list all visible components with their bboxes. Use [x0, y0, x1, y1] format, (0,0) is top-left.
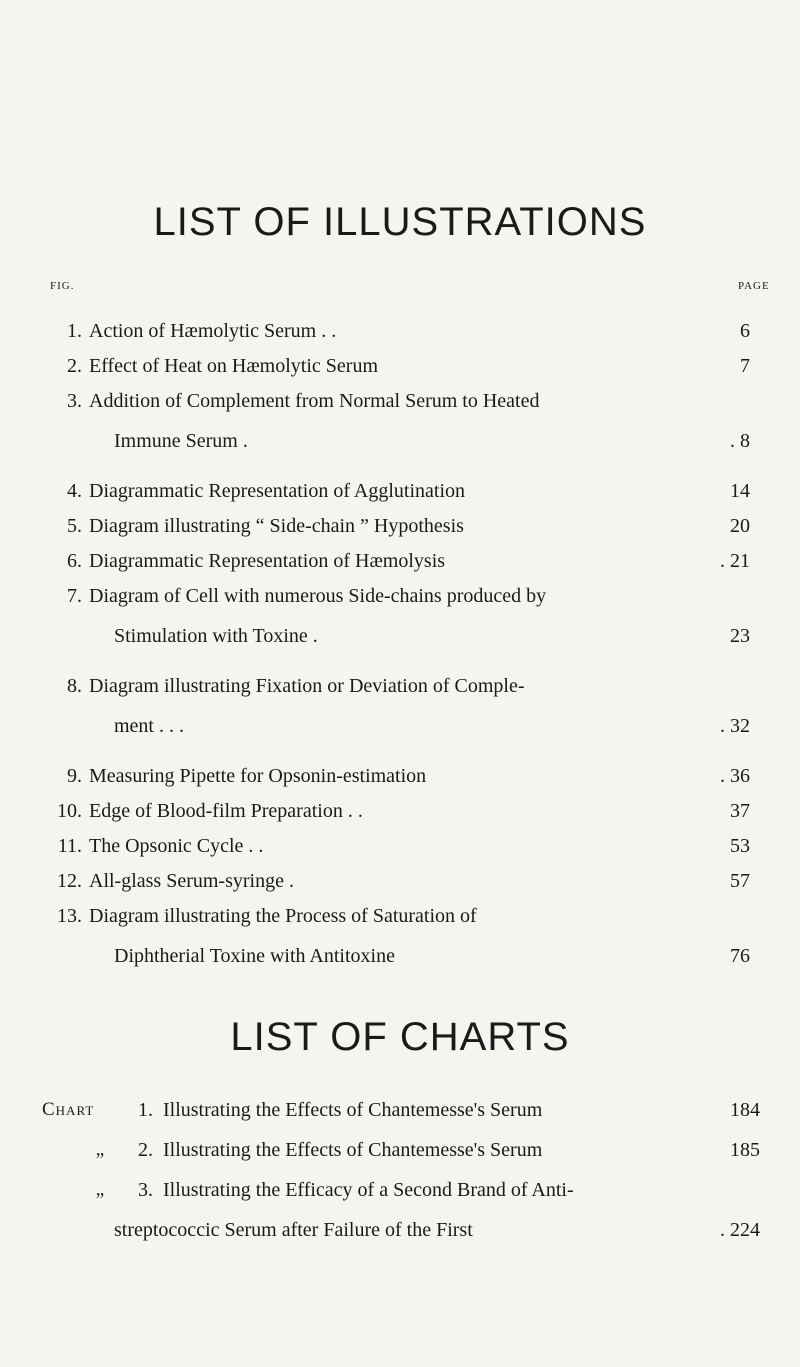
page-number: . 36 [720, 765, 750, 787]
illustration-entry [0, 476, 800, 506]
page-number: . 224 [720, 1219, 760, 1241]
illustrations-heading: LIST OF ILLUSTRATIONS [153, 200, 647, 244]
figure-number: 11. [57, 835, 82, 857]
chart-label: „ [95, 1179, 105, 1200]
chart-title: Illustrating the Efficacy of a Second Brand of Anti- [163, 1179, 574, 1201]
illustration-entry [0, 386, 800, 452]
chart-entry [0, 1095, 800, 1125]
fig-column-header: FIG. [50, 280, 75, 292]
illustration-title: Diagrammatic Representation of Hæmolysis [89, 550, 446, 572]
page-number: 6 [740, 320, 750, 342]
page-number: 7 [740, 355, 750, 377]
figure-number: 5. [67, 515, 82, 537]
illustration-entry [0, 351, 800, 381]
chart-number: 3. [138, 1179, 153, 1201]
page-number: 184 [730, 1099, 760, 1121]
page-number: 20 [730, 515, 750, 537]
illustration-title: Action of Hæmolytic Serum . . [89, 320, 337, 342]
page-column-header: PAGE [738, 280, 770, 292]
page-number: . 21 [720, 550, 750, 572]
illustration-entry [0, 796, 800, 826]
figure-number: 13. [57, 905, 82, 927]
illustration-entry [0, 831, 800, 861]
figure-number: 12. [57, 870, 82, 892]
illustration-title: Diphtherial Toxine with Antitoxine [114, 945, 395, 967]
illustration-entry [0, 761, 800, 791]
illustration-entry [0, 901, 800, 967]
chart-entry [0, 1175, 800, 1241]
illustration-title: Addition of Complement from Normal Serum to Heated [89, 390, 540, 412]
chart-title: Illustrating the Effects of Chantemesse's Serum [163, 1139, 543, 1161]
chart-label: „ [95, 1139, 105, 1160]
illustration-entry [0, 581, 800, 647]
page-number: . 8 [730, 430, 750, 452]
figure-number: 6. [67, 550, 82, 572]
chart-number: 1. [138, 1099, 153, 1121]
chart-title: streptococcic Serum after Failure of the First [114, 1219, 473, 1241]
page-number: . 32 [720, 715, 750, 737]
figure-number: 9. [67, 765, 82, 787]
illustration-title: Effect of Heat on Hæmolytic Serum [89, 355, 379, 377]
page-number: 185 [730, 1139, 760, 1161]
illustration-title: ment . . . [114, 715, 184, 737]
illustration-entry [0, 671, 800, 737]
page-number: 76 [730, 945, 750, 967]
chart-title: Illustrating the Effects of Chantemesse's Serum [163, 1099, 543, 1121]
page-number: 14 [730, 480, 750, 502]
illustration-title: Measuring Pipette for Opsonin-estimation [89, 765, 427, 787]
illustration-title: Stimulation with Toxine . [114, 625, 318, 647]
figure-number: 2. [67, 355, 82, 377]
illustration-entry [0, 546, 800, 576]
charts-heading: LIST OF CHARTS [230, 1015, 570, 1059]
chart-number: 2. [138, 1139, 153, 1161]
figure-number: 4. [67, 480, 82, 502]
figure-number: 3. [67, 390, 82, 412]
illustration-title: Edge of Blood-film Preparation . . [89, 800, 363, 822]
page-number: 53 [730, 835, 750, 857]
page-number: 57 [730, 870, 750, 892]
figure-number: 8. [67, 675, 82, 697]
page-number: 23 [730, 625, 750, 647]
illustration-entry [0, 866, 800, 896]
illustration-title: All-glass Serum-syringe . [89, 870, 294, 892]
figure-number: 1. [67, 320, 82, 342]
illustration-entry [0, 316, 800, 346]
illustration-title: Diagram illustrating Fixation or Deviation of Comple- [89, 675, 525, 697]
illustration-entry [0, 511, 800, 541]
illustration-title: Diagrammatic Representation of Agglutination [89, 480, 466, 502]
page-number: 37 [730, 800, 750, 822]
illustration-title: The Opsonic Cycle . . [89, 835, 264, 857]
figure-number: 10. [57, 800, 82, 822]
illustration-title: Immune Serum . [114, 430, 248, 452]
illustration-title: Diagram illustrating “ Side-chain ” Hypothesis [89, 515, 464, 537]
illustration-title: Diagram illustrating the Process of Saturation of [89, 905, 477, 927]
figure-number: 7. [67, 585, 82, 607]
illustration-title: Diagram of Cell with numerous Side-chains produced by [89, 585, 547, 607]
chart-entry [0, 1135, 800, 1165]
chart-label: Chart [42, 1099, 95, 1120]
